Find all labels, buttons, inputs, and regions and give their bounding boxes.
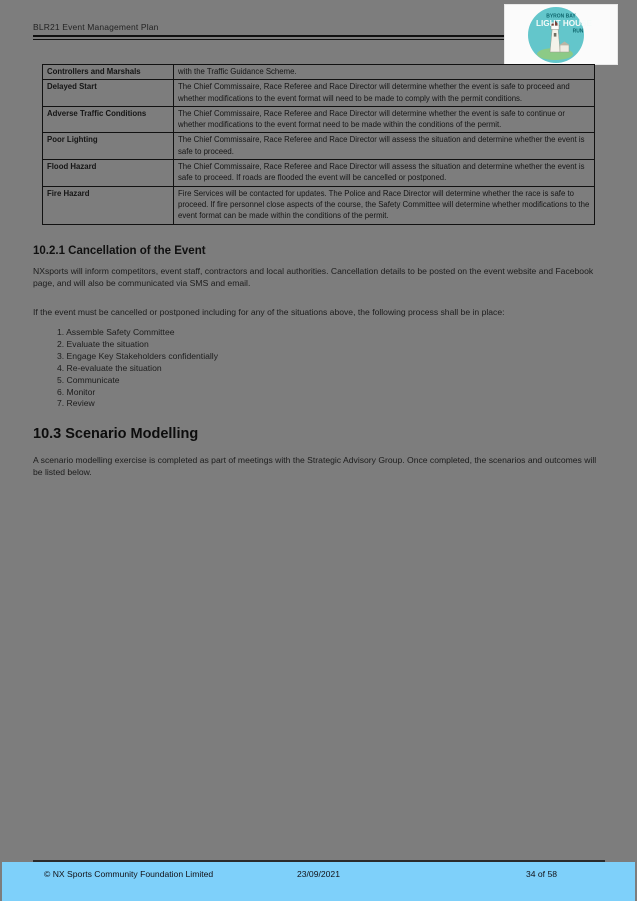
table-row (43, 133, 595, 160)
byron-bay-lighthouse-run-logo (504, 4, 618, 65)
table-row (43, 106, 595, 133)
hazard-label: Controllers and Marshals (43, 65, 174, 80)
hazard-response: The Chief Commissaire, Race Referee and Race Director will assess the situation and determine whether the event is safe to proceed. (174, 133, 595, 160)
list-item: 1. Assemble Safety Committee (57, 327, 175, 337)
section-heading-scenario-modelling: 10.3 Scenario Modelling (33, 426, 199, 442)
table-row (43, 160, 595, 187)
list-item: 5. Communicate (57, 374, 120, 385)
hazard-response: The Chief Commissaire, Race Referee and Race Director will determine whether the event is safe to proceed and whether modifications to the event format will need to be made to comply with the permit conditions. (174, 80, 595, 107)
footer-date: 23/09/2021 (296, 869, 340, 879)
hazard-response: The Chief Commissaire, Race Referee and Race Director will assess the situation and determine whether the event is safe to proceed. If roads are flooded the event will be cancelled or postponed. (174, 160, 595, 187)
lighthouse-logo-graphic (504, 4, 618, 65)
hazard-response: Fire Services will be contacted for updates. The Police and Race Director will determine whether the race is safe to proceed. If fire personnel close aspects of the course, the Safety Committee will determine whether modifications to the event format can be made within the conditions of the permit. (174, 186, 595, 224)
logo-top-text: BYRON BAY (546, 13, 576, 20)
cancellation-process-list (57, 327, 218, 410)
table-row (43, 80, 595, 107)
header-title: BLR21 Event Management Plan (33, 22, 159, 32)
hazard-label: Fire Hazard (43, 186, 174, 224)
list-item: 2. Evaluate the situation (57, 338, 149, 349)
section-heading-cancellation: 10.2.1 Cancellation of the Event (33, 245, 206, 257)
cancellation-paragraph-2: If the event must be cancelled or postponed including for any of the situations above, the following process shall be in place: (33, 307, 505, 317)
list-item: 4. Re-evaluate the situation (57, 362, 162, 373)
footer-copyright: © NX Sports Community Foundation Limited (44, 869, 214, 879)
hazard-response-table (42, 64, 595, 225)
list-item: 7. Review (57, 398, 95, 409)
footer-bar (2, 862, 635, 901)
hazard-label: Delayed Start (43, 80, 174, 107)
logo-main-text: LIGHT HOUSE (536, 19, 592, 28)
scenario-paragraph: A scenario modelling exercise is completed as part of meetings with the Strategic Advisory Group. Once completed, the scenarios and outcomes will be listed below. (33, 455, 597, 477)
table-row (43, 65, 595, 80)
hazard-response: with the Traffic Guidance Scheme. (174, 65, 595, 80)
hazard-response: The Chief Commissaire, Race Referee and Race Director will determine whether the event is safe to continue or whether modifications to the event format need to be made within the conditions of the permit. (174, 106, 595, 133)
logo-bottom-text: RUN (572, 28, 584, 35)
footer-page-number: 34 of 58 (525, 869, 557, 879)
cancellation-paragraph-1: NXsports will inform competitors, event staff, contractors and local authorities. Cancellation details to be posted on the event website and Facebook page, and will also be communicated via SMS and email. (33, 266, 594, 288)
hazard-label: Flood Hazard (43, 160, 174, 187)
list-item: 6. Monitor (57, 386, 96, 397)
list-item: 3. Engage Key Stakeholders confidentially (57, 350, 218, 361)
hazard-label: Adverse Traffic Conditions (43, 106, 174, 133)
hazard-label: Poor Lighting (43, 133, 174, 160)
table-row (43, 186, 595, 224)
